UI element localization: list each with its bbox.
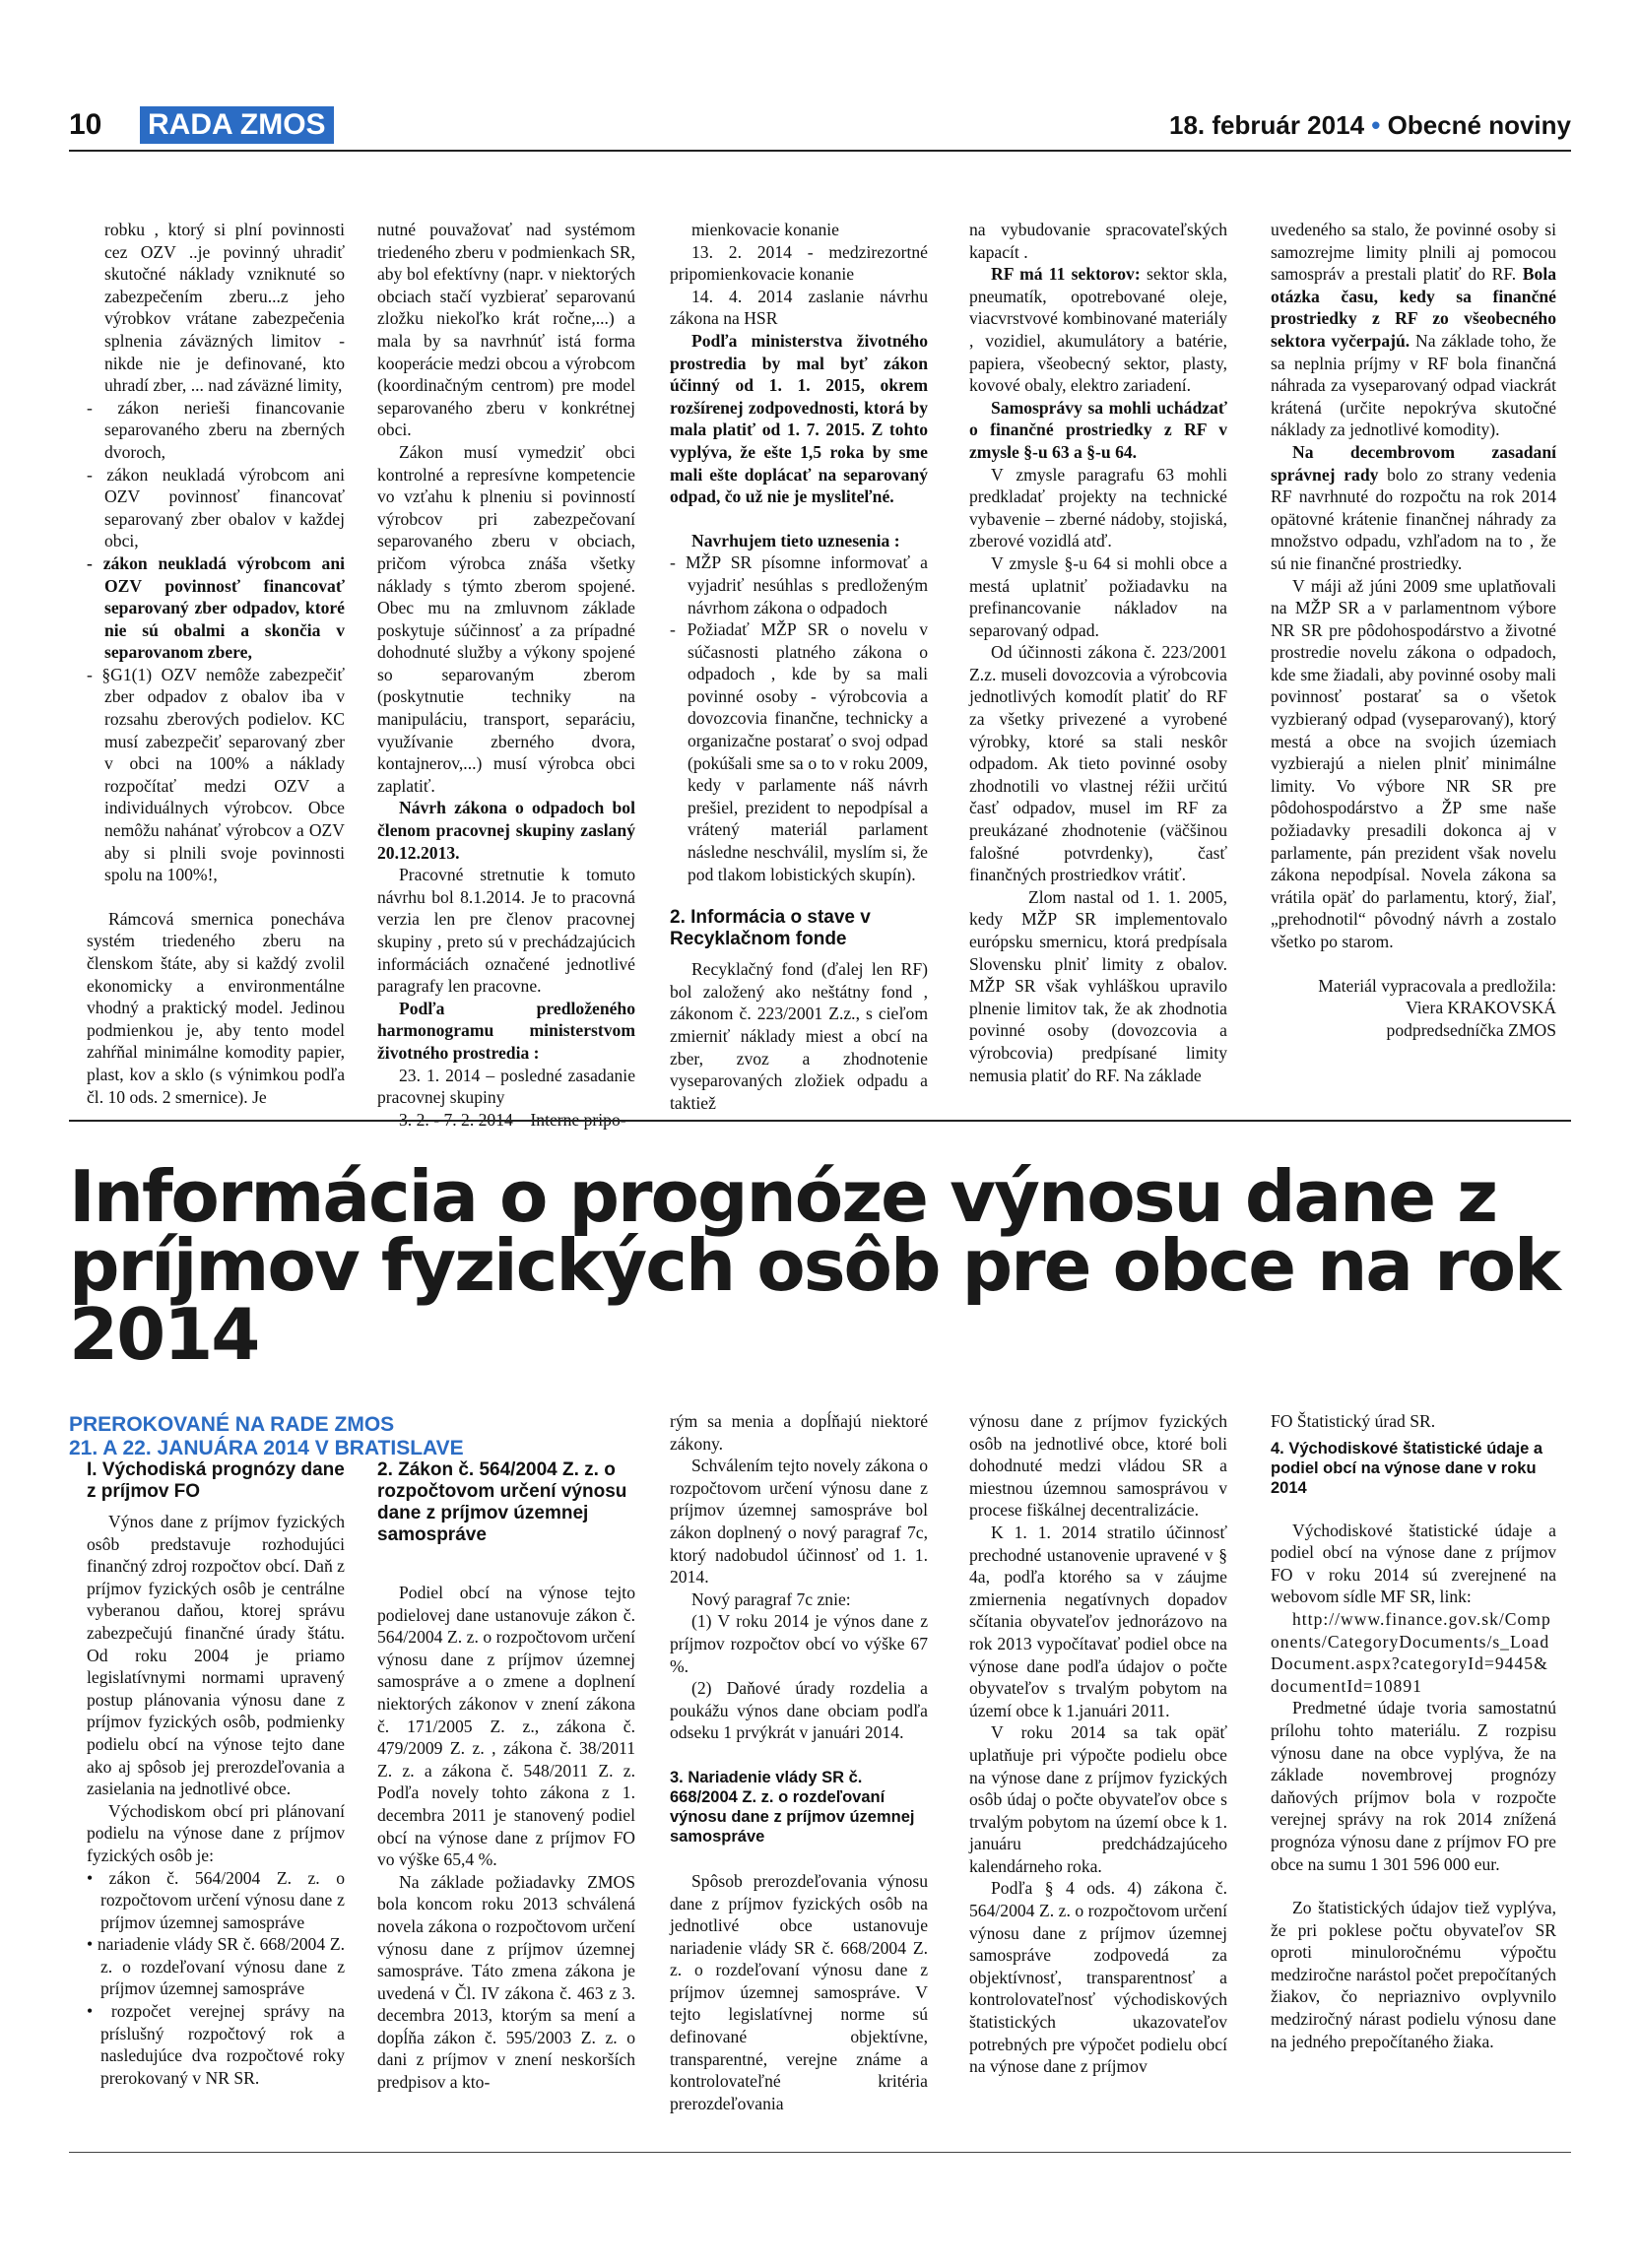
text: bolo zo strany vedenia RF navrhnuté do rozpočtu na rok 2014 opätovné krátenie finančnej náhrady za množstvo odpadu, vzhľadom na to , že sú nie finančné prostriedky. bbox=[1271, 464, 1556, 573]
paragraph: Samosprávy sa mohli uchádzať o finančné prostriedky z RF v zmysle §-u 63 a §-u 64. bbox=[969, 397, 1227, 462]
paragraph: Podiel obcí na výnose tejto podielovej dane ustanovuje zákon č. 564/2004 Z. z. o rozpočtovom určení výnosu dane z príjmov územnej samospráve a o zmene a doplnení niektorých zákonov v znení zákona č. 171/2005 Z. z., zákona č. 479/2009 Z. z. , zákona č. 38/2011 Z. z. a zákona č. 548/2011 Z. z. Podľa novely tohto zákona z 1. decembra 2011 je stanovený podiel obcí na výnose dane z príjmov FO vo výške 65,4 %. bbox=[377, 1583, 635, 1870]
top-column-2 bbox=[377, 219, 635, 1131]
paragraph: robku , ktorý si plní povinnosti cez OZV ..je povinný uhradiť skutočné náklady vzniknuté so zabezpečením zberu...z jeho výrobkov vrátane zabezpečenia splnenia záväzných limitov - nikde nie je definované, kto uhradí zber, ... nad záväzné limity, bbox=[104, 220, 345, 396]
source-link[interactable]: http://www.finance.gov.sk/Components/CategoryDocuments/s_LoadDocument.aspx?categoryId=9445&documentId=10891 bbox=[1271, 1608, 1551, 1696]
bold-lead: RF má 11 sektorov: bbox=[991, 264, 1141, 285]
paragraph: V máji až júni 2009 sme uplatňovali na MŽP SR a v parlamentnom výbore NR SR pre pôdohospodárstvo a životné prostredie novelu zákona o odpadoch, kde sme žiadali, aby povinné osoby mali povinnosť postarať sa o všetok vyzbieraný odpad (vyseparovaný), ktorý mestá a obce na svojich územiach vyzbierajú a nielen plniť minimálne limity. Vo výbore NR SR pre pôdohospodárstvo a ŽP sme naše požiadavky presadili dokonca aj v parlamente, pán prezident však novelu zákona nepodpísal. Novela zákona sa vrátila opäť do parlamentu, ktorý, žiaľ, „prehodnotil“ pôvodný návrh a zostalo všetko po starom. bbox=[1271, 575, 1556, 951]
paragraph bbox=[1271, 219, 1556, 441]
top-column-5 bbox=[1271, 219, 1556, 1041]
footer-rule bbox=[69, 2152, 1571, 2153]
list-item: - Požiadať MŽP SR o novelu v súčasnosti platného zákona o odpadoch , kde by sa mali povinné osoby - výrobcovia a dovozcovia finančne, technicky a organizačne postarať o svoj odpad (pokúšali sme sa o to v roku 2009, kedy v parlamente náš návrh prešiel, prezident to nepodpísal a vrátený materiál parlament následne neschválil, myslím si, že pod tlakom lobistických skupín). bbox=[670, 619, 928, 884]
article-subhead bbox=[69, 1413, 601, 1460]
paragraph: 13. 2. 2014 - medzirezortné pripomienkovacie konanie bbox=[670, 241, 928, 285]
paragraph: K 1. 1. 2014 stratilo účinnosť prechodné ustanovenie upravené v § 4a, podľa ktorého sa v záujme zmiernenia negatívnych dopadov sčítania obyvateľov jednorázovo na rok 2013 vypočítavať podiel obce na výnose dane podľa údajov o počte obyvateľov s trvalým pobytom na území obce k 1.januári 2011. bbox=[969, 1522, 1227, 1720]
issue-info bbox=[1169, 110, 1571, 141]
paragraph: Podľa predloženého harmonogramu ministerstvom životného prostredia : bbox=[377, 998, 635, 1063]
separator-dot: • bbox=[1371, 110, 1381, 140]
article-divider bbox=[69, 1120, 1571, 1122]
top-column-3 bbox=[670, 219, 928, 1114]
paragraph: Zlom nastal od 1. 1. 2005, kedy MŽP SR implementovalo európsku smernicu, ktorá predpísala Slovensku plniť limity z obalov. MŽP SR však vyhláškou upravilo plnenie limitov tak, že ak zhodnotia povinné osoby (dovozcovia a výrobcovia) predpísané limity nemusia platiť do RF. Na základe bbox=[969, 886, 1227, 1085]
paragraph: Návrh zákona o odpadoch bol členom pracovnej skupiny zaslaný 20.12.2013. bbox=[377, 798, 635, 863]
paragraph: mienkovacie konanie bbox=[691, 220, 839, 239]
subhead-line: PREROKOVANÉ NA RADE ZMOS bbox=[69, 1413, 395, 1436]
article-column-4 bbox=[969, 1410, 1227, 2078]
paragraph: V zmysle paragrafu 63 mohli predkladať projekty na technické vybavenie – zberné nádoby, stojiská, zberové vozidlá atď. bbox=[969, 464, 1227, 551]
text: Na základe toho, že sa neplnia príjmy v RF bola finančná náhrada za vyseparovaný odpad viackrát krátená (určite nepokrýva skutočné náklady za jednotlivé komodity). bbox=[1271, 330, 1556, 440]
paragraph: FO Štatistický úrad SR. bbox=[1271, 1411, 1436, 1431]
paragraph: Spôsob prerozdeľovania výnosu dane z príjmov fyzických osôb na jednotlivé obce ustanovuje nariadenie vlády SR č. 668/2004 Z. z. o rozdeľovaní výnosu dane z príjmov územnej samospráve. V tejto legislatívnej norme sú definované objektívne, transparentné, verejne známe a kontrolovateľné kritéria prerozdeľovania bbox=[670, 1870, 928, 2113]
paragraph: Predmetné údaje tvoria samostatnú prílohu tohto materiálu. Z rozpisu výnosu dane na obce vyplýva, že na základe novembrovej prognózy daňových príjmov bola v rozpočte verejnej správy na rok 2014 znížená prognóza výnosu dane z príjmov FO pre obce na sumu 1 301 596 000 eur. bbox=[1271, 1698, 1556, 1874]
paragraph: Schválením tejto novely zákona o rozpočtovom určení výnosu dane z príjmov územnej samospráve bol zákon doplnený o nový paragraf 7c, ktorý nadobudol účinnosť od 1. 1. 2014. bbox=[670, 1456, 928, 1588]
signature-role: podpredsedníčka ZMOS bbox=[1386, 1019, 1556, 1040]
paragraph: rým sa menia a dopĺňajú niektoré zákony. bbox=[670, 1411, 928, 1454]
paragraph: Nový paragraf 7c znie: bbox=[691, 1588, 851, 1609]
paragraph: Na základe požiadavky ZMOS bola koncom roku 2013 schválená novela zákona o rozpočtovom určení výnosu dane z príjmov územnej samospráve. Táto zmena zákona je uvedená v Čl. IV zákona č. 463 z 3. decembra 2013, ktorým sa mení a dopĺňa zákon č. 595/2003 Z. z. o dani z príjmov v znení neskorších predpisov a kto- bbox=[377, 1871, 635, 2093]
section-label: RADA ZMOS bbox=[140, 106, 334, 144]
paragraph bbox=[969, 263, 1227, 397]
paragraph: Pracovné stretnutie k tomuto návrhu bol 8.1.2014. Je to pracovná verzia len pre členov pracovnej skupiny , preto sú v prechádzajúcich informáciách označené jednotlivé paragrafy len pracovne. bbox=[377, 865, 635, 997]
paragraph: Podľa § 4 ods. 4) zákona č. 564/2004 Z. z. o rozpočtovom určení výnosu dane z príjmov územnej samospráve zodpovedá za objektívnosť, transparentnosť a kontrolovateľnosť východiskových štatistických ukazovateľov potrebných pre výpočet podielu obcí na výnose dane z príjmov bbox=[969, 1878, 1227, 2077]
page-number: 10 bbox=[69, 108, 102, 141]
list-item: - zákon neukladá výrobcom ani OZV povinnosť financovať separovaný zber odpadov, ktoré nie sú obalmi a skončia v separovanom zbere, bbox=[87, 552, 345, 663]
paragraph: Výnos dane z príjmov fyzických osôb predstavuje rozhodujúci finančný zdroj rozpočtov obcí. Daň z príjmov fyzických osôb je centrálne vyberanou daňou, ktorej správu zabezpečujú finančné úrady štátu. Od roku 2004 je priamo legislatívnymi normami upravený postup plánovania výnosu dane z príjmov fyzických osôb, podmienky podielu obcí na výnose tejto dane ako aj spôsob jej prerozdeľovania a zasielania na jednotlivé obce. bbox=[87, 1512, 345, 1799]
paragraph: Zákon musí vymedziť obci kontrolné a represívne kompetencie vo vzťahu k plneniu si povinností výrobcov pri zabezpečovaní separovaného zberu v obciach, pričom výrobca znáša všetky náklady s týmto zberom spojené. Obec mu na zmluvnom základe poskytuje súčinnosť a za prípadné dohodnuté služby a výkony spojené so separovaným zberom (poskytnutie techniky na manipuláciu, transport, separáciu, využívanie zberného dvora, kontajnerov,...) musí výrobca obci zaplatiť. bbox=[377, 441, 635, 796]
paragraph: 23. 1. 2014 – posledné zasadanie pracovnej skupiny bbox=[377, 1065, 635, 1108]
paragraph: Zo štatistických údajov tiež vyplýva, že pri poklese počtu obyvateľov SR oproti minuloročnému výpočtu medziročne narástol počet prepočítaných žiakov, čo nepriaznivo ovplyvnilo medziročný nárast podielu výnosu dane na jedného prepočítaného žiaka. bbox=[1271, 1898, 1556, 2051]
top-column-1 bbox=[87, 219, 345, 1108]
article-headline: Informácia o prognóze výnosu dane z príjmov fyzických osôb pre obce na rok 2014 bbox=[69, 1155, 1559, 1376]
paragraph: V roku 2014 sa tak opäť uplatňuje pri výpočte podielu obce na výnose dane z príjmov fyzických osôb údaj o počte obyvateľov obce s trvalým pobytom na území obce k 1. januáru predchádzajúceho kalendárneho roka. bbox=[969, 1722, 1227, 1876]
header-rule bbox=[69, 150, 1571, 152]
paragraph: V zmysle §-u 64 si mohli obce a mestá uplatniť požiadavku na prefinancovanie nákladov na separovaný odpad. bbox=[969, 552, 1227, 640]
section-heading: 2. Informácia o stave v Recyklačnom fonde bbox=[670, 907, 871, 950]
section-heading: 2. Zákon č. 564/2004 Z. z. o rozpočtovom určení výnosu dane z príjmov územnej samospráve bbox=[377, 1459, 627, 1545]
paragraph: 14. 4. 2014 zaslanie návrhu zákona na HSR bbox=[670, 286, 928, 329]
list-item: - zákon nerieši financovanie separovaného zberu na zberných dvoroch, bbox=[87, 397, 345, 462]
section-heading: 3. Nariadenie vlády SR č. 668/2004 Z. z. o rozdeľovaní výnosu dane z príjmov územnej samospráve bbox=[670, 1768, 915, 1846]
bold-lead: Na decembrovom zasadaní správnej rady bbox=[1271, 441, 1556, 485]
publication-name: Obecné noviny bbox=[1387, 110, 1571, 140]
list-item: • rozpočet verejnej správy na príslušný rozpočtový rok a nasledujúce dva rozpočtové roky prerokovaný v NR SR. bbox=[87, 2001, 345, 2088]
list-item: - zákon neukladá výrobcom ani OZV povinnosť financovať separovaný zber obalov v každej obci, bbox=[87, 464, 345, 551]
page-header bbox=[69, 106, 1571, 148]
text: uvedeného sa stalo, že povinné osoby si samozrejme limity plnili aj pomocou samospráv a prestali platiť do RF. bbox=[1271, 220, 1556, 285]
list-item: - §G1(1) OZV nemôže zabezpečiť zber odpadov z obalov iba v rozsahu zberových podielov. KC musí zabezpečiť separovaný zber v obci na 100% a náklady rozpočítať medzi OZV a individuálnych výrobcov. Obce nemôžu nahánať výrobcov a OZV aby si plnili svoje povinnosti spolu na 100%!, bbox=[87, 664, 345, 885]
paragraph: Od účinnosti zákona č. 223/2001 Z.z. museli dovozcovia a výrobcovia jednotlivých komodít platiť do RF za všetky privezené a vyrobené výrobky, ktoré sa stali neskôr odpadom. Ak tieto povinné osoby zhodnotili vo vlastnej réžii určitú časť odpadov, musel im RF za preukázané zhodnotenie (väčšinou falošné potvrdenky), časť finančných prostriedkov vrátiť. bbox=[969, 642, 1227, 885]
paragraph: (2) Daňové úrady rozdelia a poukážu výnos dane obciam podľa odseku 1 prvýkrát v januári 2014. bbox=[670, 1678, 928, 1743]
paragraph: Podľa ministerstva životného prostredia by mal byť zákon účinný od 1. 1. 2015, okrem rozšírenej zodpovednosti, ktorá by mala platiť od 1. 7. 2015. Z tohto vyplýva, že ešte 1,5 roka by sme mali ešte doplácať na separovaný odpad, čo už nie je mysliteľné. bbox=[670, 330, 928, 507]
paragraph: Recyklačný fond (ďalej len RF) bol založený ako neštátny fond , zákonom č. 223/2001 Z.z., s cieľom zmierniť náklady miest a obcí na zber, zvoz a zhodnotenie vyseparovaných zložiek odpadu a taktiež bbox=[670, 959, 928, 1113]
paragraph bbox=[1271, 441, 1556, 575]
article-column-2 bbox=[377, 1459, 635, 2094]
list-item: • zákon č. 564/2004 Z. z. o rozpočtovom určení výnosu dane z príjmov územnej samospráve bbox=[87, 1867, 345, 1932]
article-column-5 bbox=[1271, 1410, 1556, 2052]
section-heading: 4. Východiskové štatistické údaje a podiel obcí na výnose dane v roku 2014 bbox=[1271, 1439, 1543, 1497]
paragraph: na vybudovanie spracovateľských kapacít . bbox=[969, 220, 1227, 262]
paragraph: výnosu dane z príjmov fyzických osôb na jednotlivé obce, ktoré boli dohodnuté medzi vládou SR a miestnou územnou samosprávou v procese fiškálnej decentralizácie. bbox=[969, 1411, 1227, 1521]
article-column-3 bbox=[670, 1410, 928, 2114]
section-heading: I. Východiská prognózy dane z príjmov FO bbox=[87, 1459, 345, 1502]
paragraph: nutné pouvažovať nad systémom triedeného zberu v podmienkach SR, aby bol efektívny (napr. v niektorých obciach stačí vyzbierať separovanú zložku niekoľko krát ročne,...) a mala by sa navrhnúť istá forma kooperácie medzi obcou a výrobcom (koordinačným centrom) pre model separovaného zberu v konkrétnej obci. bbox=[377, 220, 635, 440]
signature-label: Materiál vypracovala a predložila: bbox=[1318, 975, 1556, 996]
paragraph: Východiskové štatistické údaje a podiel obcí na výnose dane z príjmov FO v roku 2014 sú zverejnené na webovom sídle MF SR, link: bbox=[1271, 1520, 1556, 1607]
top-column-4 bbox=[969, 219, 1227, 1086]
text: sektor skla, pneumatík, opotrebované oleje, viacvrstvové kombinované materiály , vozidiel, akumulátory a batérie, papiera, všeobecný sektor, plasty, kovové obaly, elektro zariadení. bbox=[969, 264, 1227, 396]
subhead-line: 21. A 22. JANUÁRA 2014 V BRATISLAVE bbox=[69, 1437, 464, 1459]
paragraph: 3. 2. - 7. 2. 2014 – Interne pripo- bbox=[399, 1109, 626, 1130]
paragraph: (1) V roku 2014 je výnos dane z príjmov rozpočtov obcí vo výške 67 %. bbox=[670, 1611, 928, 1676]
paragraph: Východiskom obcí pri plánovaní podielu na výnose dane z príjmov fyzických osôb je: bbox=[87, 1800, 345, 1865]
list-item: • nariadenie vlády SR č. 668/2004 Z. z. o rozdeľovaní výnosu dane z príjmov územnej samospráve bbox=[87, 1934, 345, 1999]
paragraph: Rámcová smernica ponecháva systém triedeného zberu na členskom štáte, aby si každý zvolil ekonomicky a environmentálne vhodný a praktický model. Jedinou podmienkou je, aby tento model zahŕňal minimálne komodity papier, plast, kov a sklo (s výnimkou podľa čl. 10 ods. 2 smernice). Je bbox=[87, 908, 345, 1107]
list-item: - MŽP SR písomne informovať a vyjadriť nesúhlas s predloženým návrhom zákona o odpadoch bbox=[670, 552, 928, 617]
paragraph: Navrhujem tieto uznesenia : bbox=[691, 530, 900, 551]
article-column-1 bbox=[87, 1459, 345, 2089]
signature-name: Viera KRAKOVSKÁ bbox=[1406, 998, 1556, 1018]
issue-date: 18. február 2014 bbox=[1169, 110, 1365, 140]
bold-text: Bola otázka času, kedy sa finančné prostriedky z RF zo všeobecného sektora vyčerpajú. bbox=[1271, 264, 1556, 351]
